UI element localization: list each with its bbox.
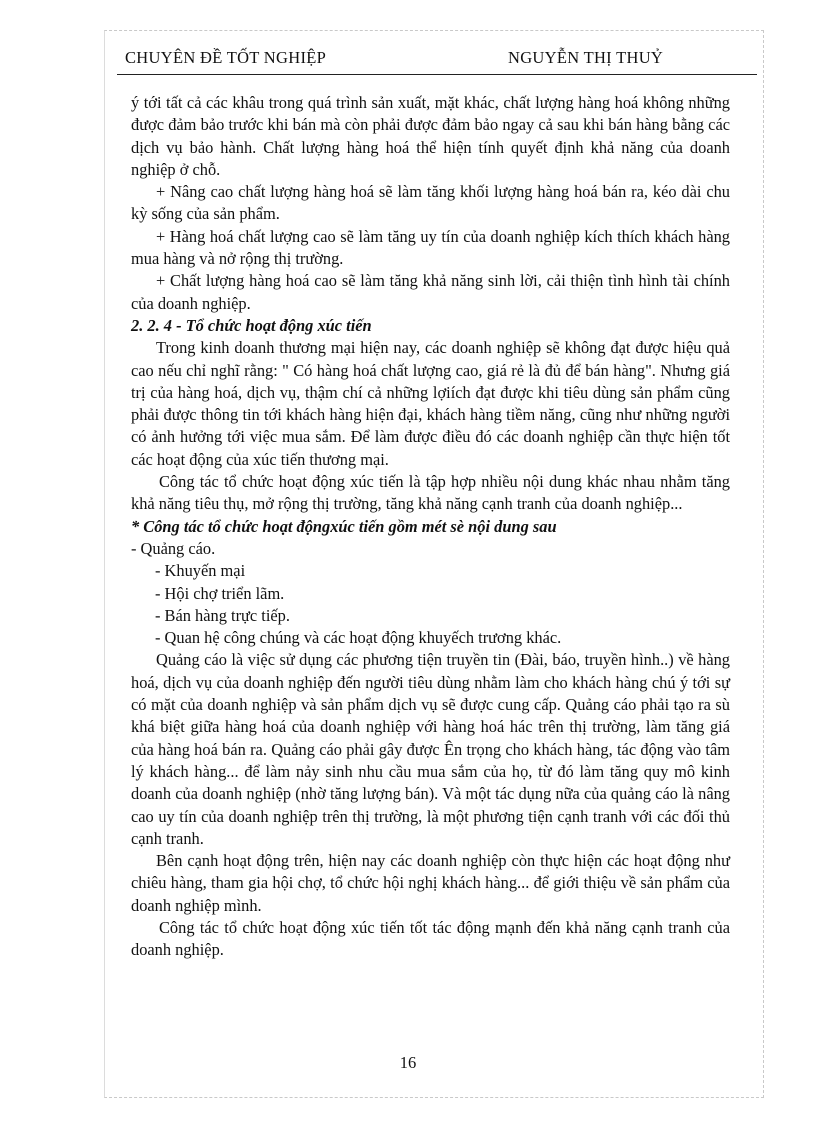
list-item: - Quan hệ công chúng và các hoạt động khuyếch trương khác. <box>155 628 562 648</box>
list-item: - Khuyến mại <box>155 561 246 581</box>
paragraph: ý tới tất cả các khâu trong quá trình sản xuất, mặt khác, chất lượng hàng hoá không những được đảm bảo trước khi bán mà còn phải được đảm bảo ngay cả sau khi bán hàng bằng các dịch vụ bảo hành. Chất lượng hàng hoá thể hiện tính quyết định khả năng của doanh nghiệp ở chỗ. <box>131 93 730 179</box>
page-header <box>125 48 755 74</box>
paragraph: Trong kinh doanh thương mại hiện nay, các doanh nghiệp sẽ không đạt được hiệu quả cao nếu chỉ nghĩ rằng: " Có hàng hoá chất lượng cao, giá rẻ là đủ để bán hàng". Nhưng giá trị của hàng hoá, dịch vụ, thậm chí cả những lợiích đạt được khi tiêu dùng sản phẩm cũng phải được thông tin tới khách hàng hiện đại, khách hàng tiềm năng, cũng như những người có ảnh hưởng tới việc mua sắm. Để làm được điều đó các doanh nghiệp cần thực hiện tốt các hoạt động của xúc tiến thương mại. <box>131 338 730 469</box>
paragraph: Bên cạnh hoạt động trên, hiện nay các doanh nghiệp còn thực hiện các hoạt động như chiêu hàng, tham gia hội chợ, tổ chức hội nghị khách hàng... để giới thiệu về sản phẩm của doanh nghiệp mình. <box>131 851 730 915</box>
header-rule <box>117 74 757 75</box>
list-item: - Hội chợ triển lãm. <box>155 583 285 603</box>
page-number: 16 <box>399 1053 417 1072</box>
paragraph: Quảng cáo là việc sử dụng các phương tiện truyền tin (Đài, báo, truyền hình..) về hàng hoá, dịch vụ của doanh nghiệp đến người tiêu dùng nhằm làm cho khách hàng chú ý tới sự có mặt của doanh nghiệp và sản phẩm dịch vụ sẽ được cung cấp. Quảng cáo phải tạo ra sù khá biệt giữa hàng hoá của doanh nghiệp với hàng hoá hác trên thị trường, làm tăng giá của hàng hoá bán ra. Quảng cáo phải gây được Ên trọng cho khách hàng, tác động vào tâm lý khách hàng... để làm nảy sinh nhu cầu mua sắm của họ, từ đó làm tăng quy mô kinh doanh của doanh nghiệp (nhờ tăng lượng bán). Và một tác dụng nữa của quảng cáo là nâng cao uy tín của doanh nghiệp trên thị trường, là một phương tiện cạnh tranh với các đối thủ cạnh tranh. <box>131 650 730 848</box>
paragraph: + Chất lượng hàng hoá cao sẽ làm tăng khả năng sinh lời, cải thiện tình hình tài chính của doanh nghiệp. <box>131 271 730 313</box>
header-author: NGUYỄN THỊ THUỶ <box>508 48 664 67</box>
document-body <box>131 92 730 962</box>
paragraph: Công tác tổ chức hoạt động xúc tiến tốt tác động mạnh đến khả năng cạnh tranh của doanh nghiệp. <box>131 917 730 960</box>
subsection-heading: * Công tác tổ chức hoạt độngxúc tiến gồm mét sè nội dung sau <box>131 516 557 536</box>
section-heading: 2. 2. 4 - Tổ chức hoạt động xúc tiến <box>131 315 372 335</box>
paragraph: + Hàng hoá chất lượng cao sẽ làm tăng uy tín của doanh nghiệp kích thích khách hàng mua hàng và nở rộng thị trường. <box>131 226 730 269</box>
paragraph: + Nâng cao chất lượng hàng hoá sẽ làm tăng khối lượng hàng hoá bán ra, kéo dài chu kỳ sống của sản phẩm. <box>131 182 730 224</box>
list-item: - Quảng cáo. <box>131 538 216 558</box>
paragraph: Công tác tổ chức hoạt động xúc tiến là tập hợp nhiều nội dung khác nhau nhằm tăng khả năng tiêu thụ, mở rộng thị trường, tăng khả năng cạnh tranh của doanh nghiệp... <box>131 472 730 514</box>
list-item: - Bán hàng trực tiếp. <box>155 605 290 625</box>
header-title: CHUYÊN ĐỀ TỐT NGHIỆP <box>125 48 327 67</box>
